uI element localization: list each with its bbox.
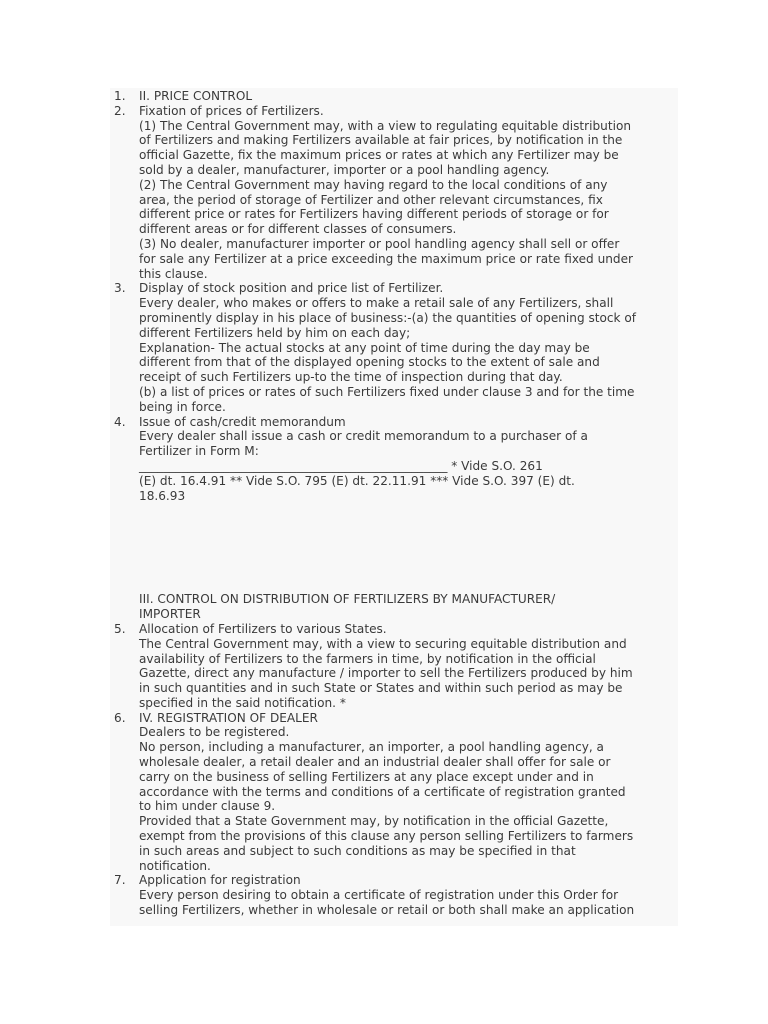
clause-heading: Fixation of prices of Fertilizers. — [139, 103, 324, 118]
clause-item — [110, 104, 678, 282]
clause-text-line: Every dealer, who makes or offers to make a retail sale of any Fertilizers, shall — [139, 296, 614, 311]
clause-text-line: The Central Government may, with a view to securing equitable distribution and — [139, 636, 627, 651]
clause-text-line: being in force. — [139, 399, 226, 414]
clause-text-line: sold by a dealer, manufacturer, importer or a pool handling agency. — [139, 162, 550, 177]
clause-text-line: different areas or for different classes of consumers. — [139, 222, 457, 237]
clause-text-line: different price or rates for Fertilizers having different periods of storage or for — [139, 207, 609, 222]
clause-text-line: Every person desiring to obtain a certificate of registration under this Order for — [139, 888, 619, 903]
clause-heading: Allocation of Fertilizers to various States. — [139, 621, 387, 636]
clause-text-line: ___________________________________________________ * Vide S.O. 261 — [139, 458, 543, 473]
clause-text-line: in such areas and subject to such conditions as may be specified in that — [139, 843, 576, 858]
clause-heading: III. CONTROL ON DISTRIBUTION OF FERTILIZERS BY MANUFACTURER/ — [139, 592, 556, 607]
clause-text-line: to him under clause 9. — [139, 799, 276, 814]
clause-text-line: wholesale dealer, a retail dealer and an industrial dealer shall offer for sale or — [139, 755, 611, 770]
clause-text-line: exempt from the provisions of this clause any person selling Fertilizers to farmers — [139, 829, 634, 844]
clause-text-line: 18.6.93 — [139, 488, 186, 503]
clause-number: 5. — [114, 621, 126, 636]
page-break-gap — [139, 503, 678, 592]
clause-text-line: availability of Fertilizers to the farmers in time, by notification in the official — [139, 651, 596, 666]
clause-text-line: accordance with the terms and conditions of a certificate of registration granted — [139, 784, 626, 799]
clause-text-line: Provided that a State Government may, by notification in the official Gazette, — [139, 814, 609, 829]
clause-heading: Display of stock position and price list of Fertilizer. — [139, 281, 444, 296]
clause-text-line: Fertilizer in Form M: — [139, 444, 259, 459]
clause-item — [110, 503, 678, 622]
clause-heading: Issue of cash/credit memorandum — [139, 414, 346, 429]
clause-item — [110, 415, 678, 504]
clause-text-line: official Gazette, fix the maximum prices or rates at which any Fertilizer may be — [139, 148, 619, 163]
clause-text-line: Every dealer shall issue a cash or credit memorandum to a purchaser of a — [139, 429, 588, 444]
clause-text-line: in such quantities and in such State or States and within such period as may be — [139, 681, 623, 696]
clause-text-line: (b) a list of prices or rates of such Fertilizers fixed under clause 3 and for the time — [139, 384, 635, 399]
clause-text-line: different Fertilizers held by him on each day; — [139, 325, 411, 340]
clause-text-line: receipt of such Fertilizers up-to the time of inspection during that day. — [139, 370, 563, 385]
clause-list — [110, 88, 678, 918]
clause-text-line: (2) The Central Government may having regard to the local conditions of any — [139, 177, 608, 192]
clause-number: 1. — [114, 89, 126, 103]
clause-text-line: Dealers to be registered. — [139, 725, 290, 740]
clause-text-line: for sale any Fertilizer at a price exceeding the maximum price or rate fixed under — [139, 251, 633, 266]
clause-number: 3. — [114, 281, 126, 296]
clause-text-line: (3) No dealer, manufacturer importer or pool handling agency shall sell or offer — [139, 236, 620, 251]
clause-item — [110, 622, 678, 711]
clause-text-line: area, the period of storage of Fertilizer and other relevant circumstances, fix — [139, 192, 603, 207]
clause-text-line: of Fertilizers and making Fertilizers available at fair prices, by notification in the — [139, 133, 623, 148]
document-page — [110, 88, 678, 926]
clause-number: 7. — [114, 873, 126, 888]
clause-text-line: specified in the said notification. * — [139, 695, 346, 710]
clause-heading: Application for registration — [139, 873, 301, 888]
clause-number: 6. — [114, 710, 126, 725]
clause-item — [110, 873, 678, 917]
clause-number: 2. — [114, 103, 126, 118]
clause-item — [110, 281, 678, 414]
clause-item — [110, 89, 678, 104]
clause-text-line: (1) The Central Government may, with a view to regulating equitable distribution — [139, 118, 632, 133]
clause-text-line: selling Fertilizers, whether in wholesale or retail or both shall make an application — [139, 903, 635, 918]
clause-heading: II. PRICE CONTROL — [139, 89, 253, 103]
clause-text-line: this clause. — [139, 266, 208, 281]
clause-text-line: prominently display in his place of business:-(a) the quantities of opening stock of — [139, 310, 637, 325]
clause-text-line: Explanation- The actual stocks at any point of time during the day may be — [139, 340, 590, 355]
clause-text-line: different from that of the displayed opening stocks to the extent of sale and — [139, 355, 600, 370]
clause-text-line: carry on the business of selling Fertilizers at any place except under and in — [139, 769, 594, 784]
clause-text-line: notification. — [139, 858, 211, 873]
clause-text-line: IMPORTER — [139, 607, 201, 622]
clause-text-line: (E) dt. 16.4.91 ** Vide S.O. 795 (E) dt. 22.11.91 *** Vide S.O. 397 (E) dt. — [139, 473, 575, 488]
clause-text-line: No person, including a manufacturer, an importer, a pool handling agency, a — [139, 740, 604, 755]
clause-text-line: Gazette, direct any manufacture / importer to sell the Fertilizers produced by him — [139, 666, 633, 681]
clause-number: 4. — [114, 414, 126, 429]
clause-item — [110, 711, 678, 874]
clause-heading: IV. REGISTRATION OF DEALER — [139, 710, 318, 725]
